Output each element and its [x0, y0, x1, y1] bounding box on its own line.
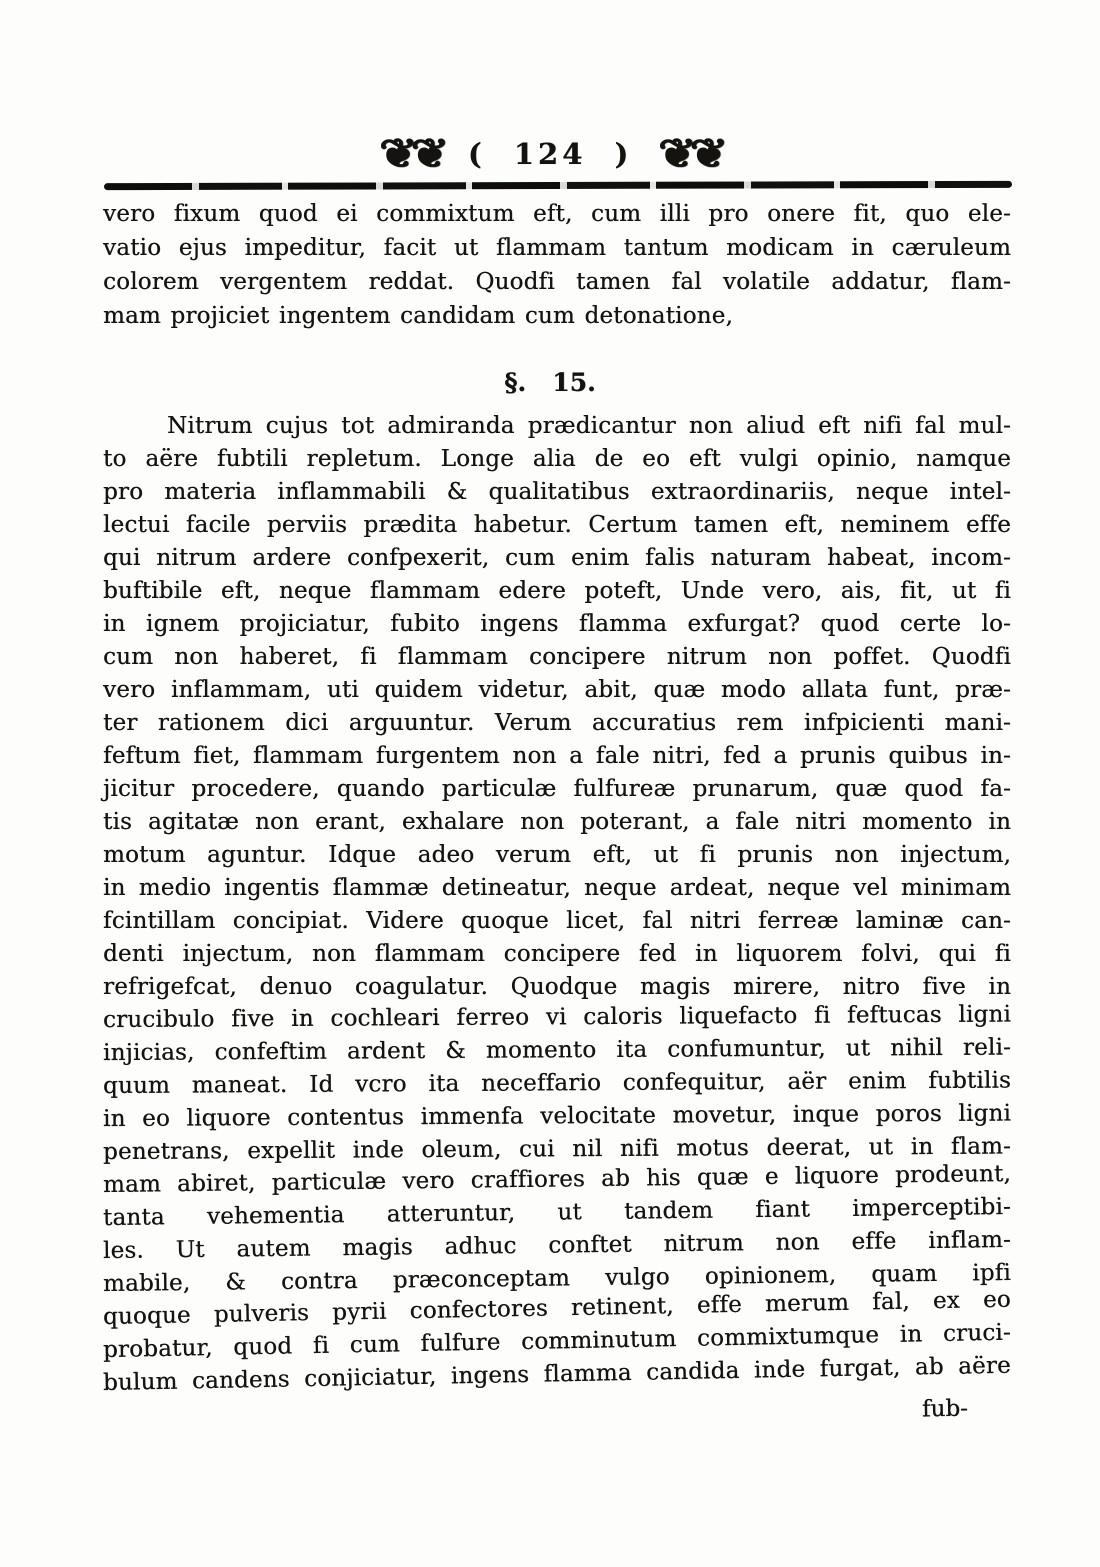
- header-rule: [104, 181, 1012, 190]
- text-line: mam abiret, particulæ vero craffiores ab his quæ e liquore prodeunt,: [102, 1160, 1012, 1198]
- catchword: fub-: [921, 1395, 969, 1423]
- text-line: in medio ingentis flammæ detineatur, neque ardeat, neque vel minimam: [103, 875, 1011, 901]
- paragraph-continuation: [103, 197, 1011, 333]
- text-line: bulum candens conjiciatur, ingens flamma candida inde furgat, ab aëre: [102, 1352, 1012, 1396]
- text-line: ter rationem dici arguuntur. Verum accuratius rem infpicienti mani-: [103, 710, 1011, 736]
- text-line: mabile, & contra præconceptam vulgo opinionem, quam ipfi: [102, 1259, 1012, 1297]
- text-line: colorem vergentem reddat. Quodfi tamen fal volatile addatur, flam-: [103, 269, 1011, 295]
- text-line: tanta vehementia atteruntur, ut tandem fiant imperceptibi-: [102, 1193, 1012, 1231]
- text-line: qui nitrum ardere confpexerit, cum enim falis naturam habeat, incom-: [103, 545, 1011, 571]
- text-line: mam projiciet ingentem candidam cum detonatione,: [103, 303, 733, 329]
- paragraph-section-15: [103, 410, 1011, 1400]
- text-line: pro materia inflammabili & qualitatibus extraordinariis, neque intel-: [103, 479, 1011, 505]
- text-line: to aëre fubtili repletum. Longe alia de eo eft vulgi opinio, namque: [103, 446, 1011, 472]
- text-line: quum maneat. Id vcro ita neceffario confequitur, aër enim fubtilis: [102, 1067, 1012, 1099]
- text-line: denti injectum, non flammam concipere fed in liquorem folvi, qui fi: [103, 941, 1011, 967]
- text-line: in eo liquore contentus immenfa velocitate movetur, inque poros ligni: [102, 1100, 1012, 1132]
- section-heading: §. 15.: [504, 368, 596, 397]
- text-line: jicitur procedere, quando particulæ fulfureæ prunarum, quæ quod fa-: [103, 776, 1011, 802]
- text-line: vatio ejus impeditur, facit ut flammam tantum modicam in cæruleum: [103, 235, 1011, 261]
- text-line: vero fixum quod ei commixtum eft, cum illi pro onere fit, quo ele-: [103, 201, 1011, 227]
- fleuron-ornament-right-icon: ❦❦: [658, 130, 722, 177]
- text-line: crucibulo five in cochleari ferreo vi caloris liquefacto fi feftucas ligni: [102, 1001, 1012, 1033]
- text-line: cum non haberet, fi flammam concipere nitrum non poffet. Quodfi: [103, 644, 1011, 670]
- text-line: quoque pulveris pyrii confectores retinent, effe merum fal, ex eo: [102, 1286, 1012, 1330]
- text-line: refrigefcat, denuo coagulatur. Quodque magis mirere, nitro five in: [103, 974, 1011, 1000]
- text-line: motum aguntur. Idque adeo verum eft, ut fi prunis non injectum,: [103, 842, 1011, 868]
- text-line: les. Ut autem magis adhuc conftet nitrum non effe inflam-: [102, 1226, 1012, 1264]
- text-line: fcintillam concipiat. Videre quoque licet, fal nitri ferreæ laminæ can-: [103, 908, 1011, 934]
- running-head: [0, 130, 1100, 177]
- text-line: Nitrum cujus tot admiranda prædicantur non aliud eft nifi fal mul-: [167, 413, 1011, 439]
- text-line: tis agitatæ non erant, exhalare non poterant, a fale nitri momento in: [103, 809, 1011, 835]
- text-line: probatur, quod fi cum fulfure comminutum commixtumque in cruci-: [102, 1319, 1012, 1363]
- text-line: injicias, confeftim ardent & momento ita confumuntur, ut nihil reli-: [102, 1034, 1012, 1066]
- page-number: ( 124 ): [467, 137, 633, 171]
- text-line: vero inflammam, uti quidem videtur, abit, quæ modo allata funt, præ-: [103, 677, 1011, 703]
- text-line: feftum fiet, flammam furgentem non a fale nitri, fed a prunis quibus in-: [103, 743, 1011, 769]
- text-line: penetrans, expellit inde oleum, cui nil nifi motus deerat, ut in flam-: [102, 1133, 1012, 1165]
- text-line: in ignem projiciatur, fubito ingens flamma exfurgat? quod certe lo-: [103, 611, 1011, 637]
- text-line: lectui facile perviis prædita habetur. Certum tamen eft, neminem effe: [103, 512, 1011, 538]
- text-line: buftibile eft, neque flammam edere poteft, Unde vero, ais, fit, ut fi: [103, 578, 1011, 604]
- fleuron-ornament-left-icon: ❦❦: [378, 130, 442, 177]
